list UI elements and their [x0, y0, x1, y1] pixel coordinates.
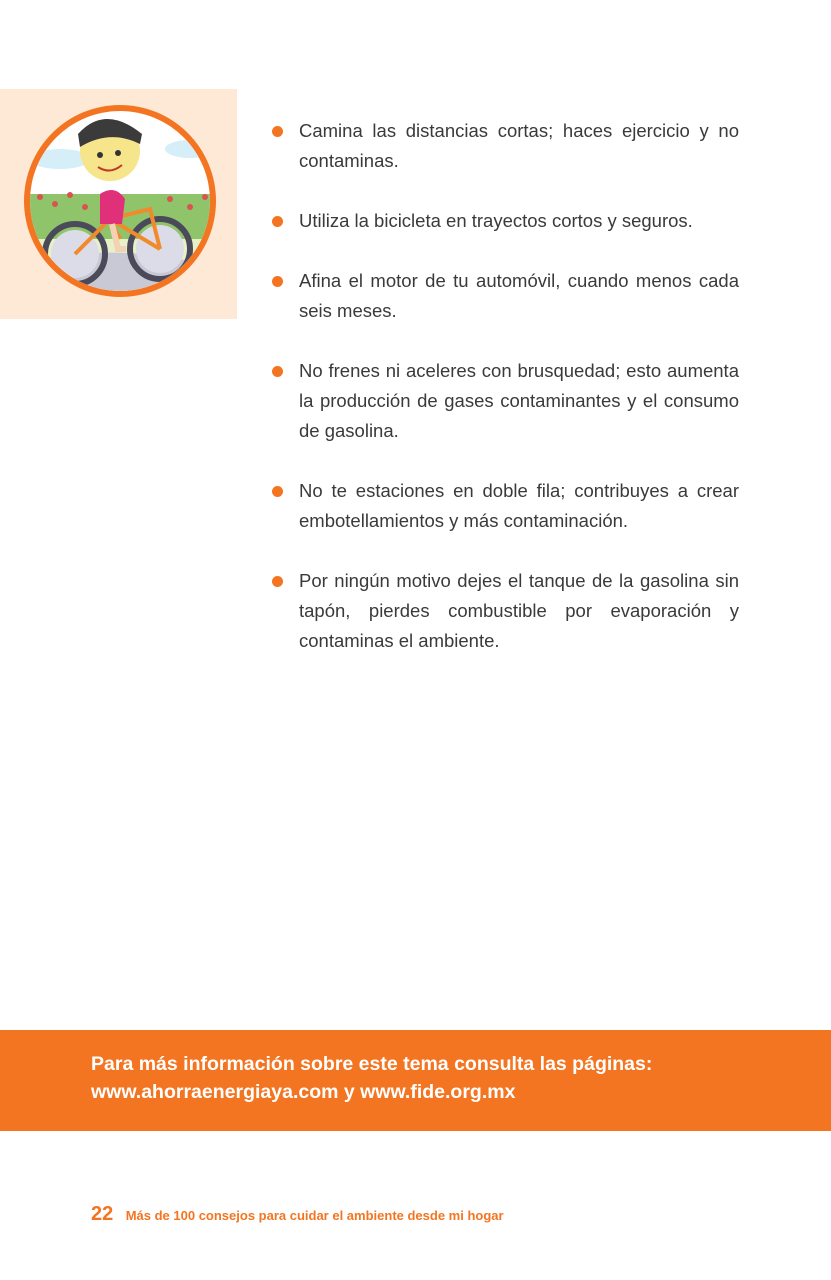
tip-text: Camina las distancias cortas; haces ejercicio y no contaminas.: [299, 120, 739, 171]
bullet-dot-icon: [272, 366, 283, 377]
illustration-panel: [0, 89, 237, 319]
page-number: 22: [91, 1203, 114, 1225]
more-info-links: www.ahorraenergiaya.com y www.fide.org.mx: [91, 1081, 516, 1103]
tip-text: Utiliza la bicicleta en trayectos cortos y seguros.: [299, 210, 693, 231]
bullet-dot-icon: [272, 126, 283, 137]
tips-list: [270, 116, 739, 686]
more-info-line: Para más información sobre este tema consulta las páginas:: [91, 1053, 653, 1075]
tip-braking: [270, 356, 739, 446]
tip-double-parking: [270, 476, 739, 536]
tip-text: Por ningún motivo dejes el tanque de la gasolina sin tapón, pierdes combustible por evaporación y contaminas el ambiente.: [299, 570, 739, 651]
tip-text: No te estaciones en doble fila; contribuyes a crear embotellamientos y más contaminación.: [299, 480, 739, 531]
bullet-dot-icon: [272, 276, 283, 287]
more-info-banner: [0, 1030, 831, 1131]
bullet-dot-icon: [272, 486, 283, 497]
bullet-dot-icon: [272, 216, 283, 227]
tip-fuel-cap: [270, 566, 739, 656]
tip-walk: [270, 116, 739, 176]
bullet-dot-icon: [272, 576, 283, 587]
tip-tune-engine: [270, 266, 739, 326]
tip-text: No frenes ni aceleres con brusquedad; esto aumenta la producción de gases contaminantes y el consumo de gasolina.: [299, 360, 739, 441]
tip-bicycle: [270, 206, 739, 236]
more-info-text: [91, 1050, 791, 1106]
tip-text: Afina el motor de tu automóvil, cuando menos cada seis meses.: [299, 270, 739, 321]
book-title: Más de 100 consejos para cuidar el ambiente desde mi hogar: [125, 1208, 504, 1223]
page-footer: [91, 1203, 504, 1226]
child-on-bicycle-illustration: [0, 89, 237, 319]
